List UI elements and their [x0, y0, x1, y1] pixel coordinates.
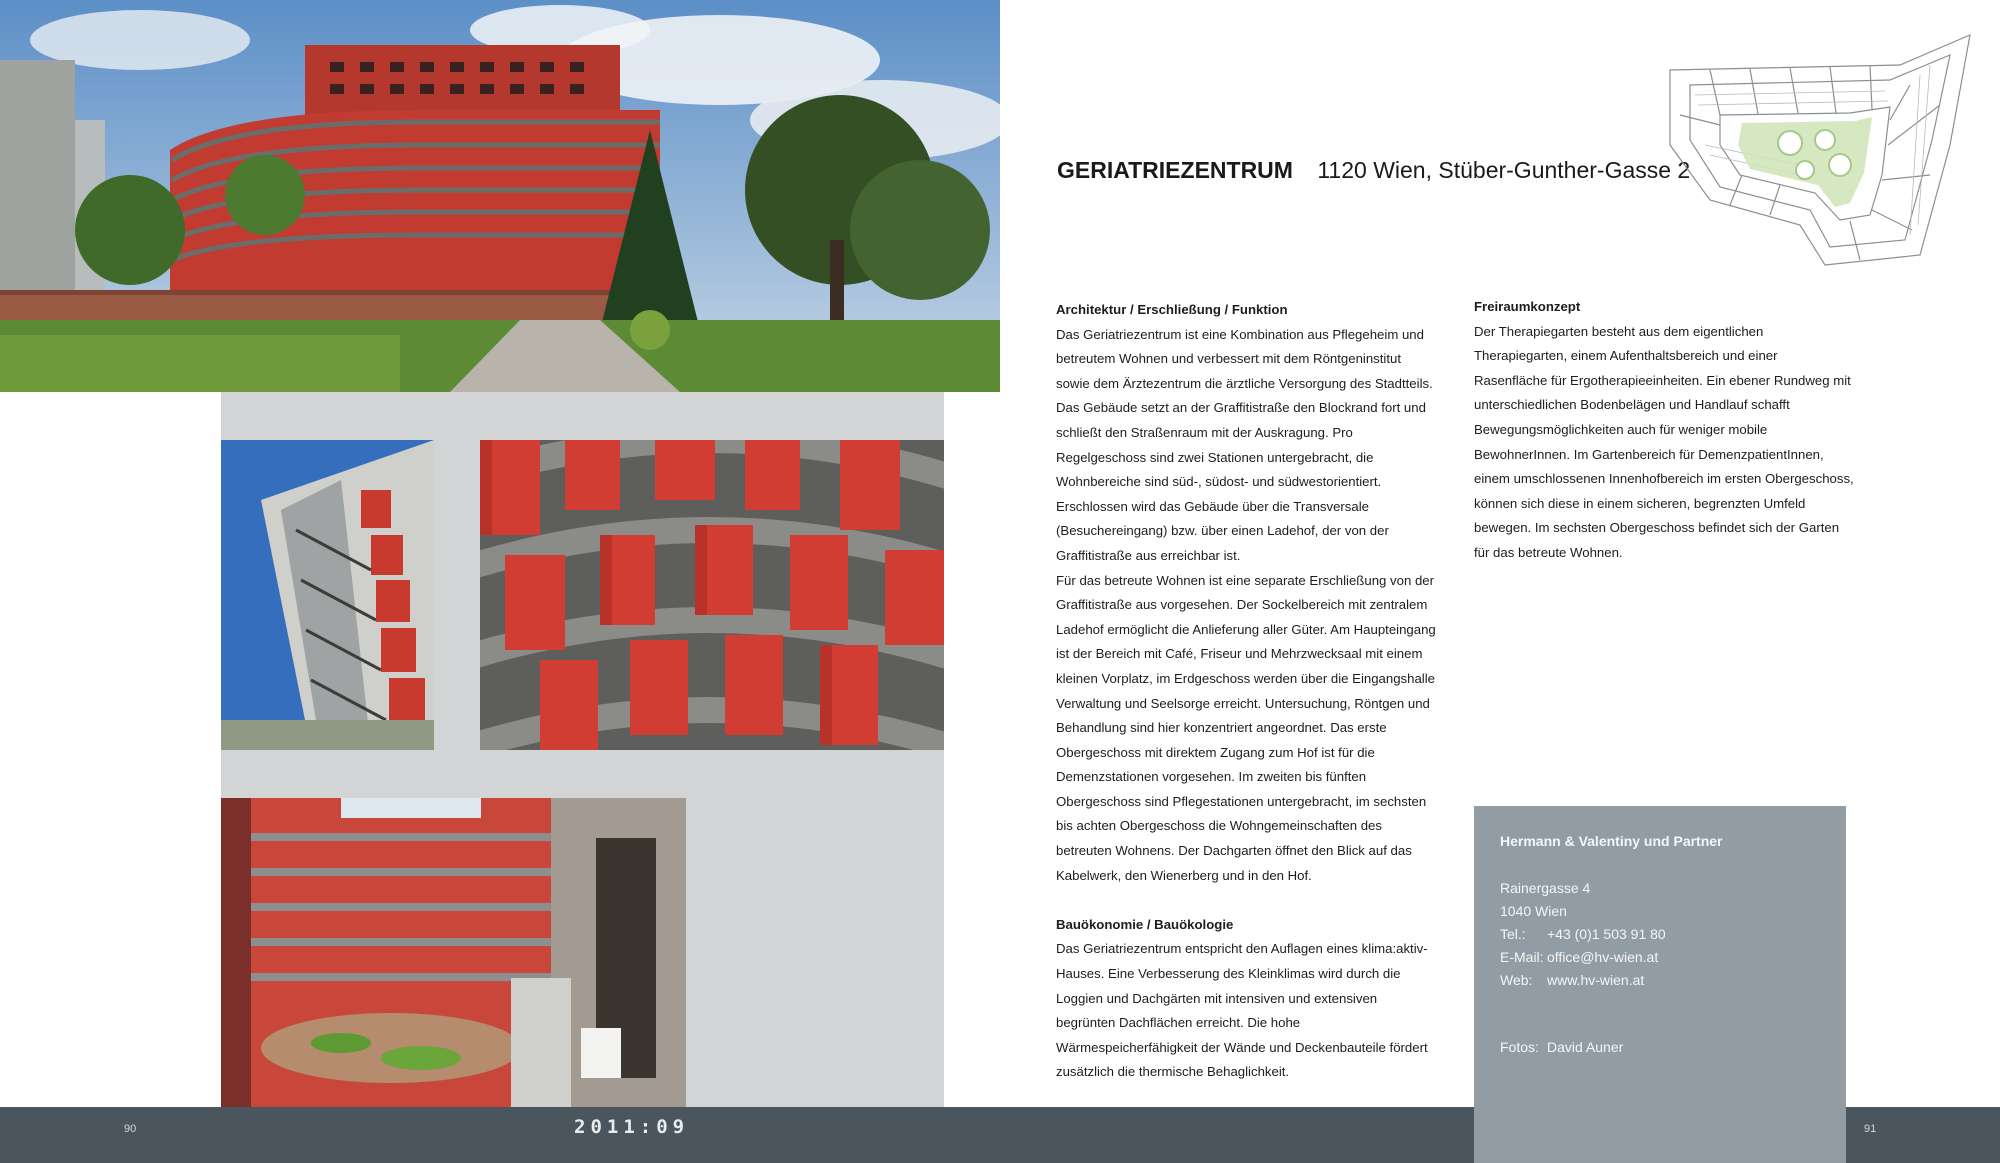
section-heading-bauoekonomie: Bauökonomie / Bauökologie — [1056, 916, 1234, 932]
contact-details — [1500, 877, 1666, 992]
page-heading — [1057, 157, 1690, 184]
contact-street: Rainergasse 4 — [1500, 880, 1591, 896]
contact-web-row — [1500, 969, 1666, 992]
section-body-architektur-continued: Für das betreute Wohnen ist eine separate Erschließung von der Graffitistraße aus vorgesehen. Der Sockelbereich mit zentralem Ladehof ermöglicht die Anlieferung aller Güter. Am Haupteingang ist der Bereich mit Café, Friseur und Mehrzwecksaal mit einem kleinen Vorplatz, im Erdgeschoss werden über die Eingangshalle Verwaltung und Seelsorge erreicht. Untersuchung, Röntgen und Behandlung sind hier konzentriert angeordnet. Das erste Obergeschoss mit direktem Zugang zum Hof ist für die Demenzstationen vorgesehen. Im zweiten bis fünften Obergeschoss sind Pflegestationen untergebracht, im sechsten bis achten Obergeschoss die Wohngemeinschaften des betreuten Wohnens. Der Dachgarten öffnet den Blick auf das Kabelwerk, den Wienerberg und in den Hof. — [1056, 572, 1436, 883]
photo-staircase-facade — [221, 440, 434, 750]
page-number-right: 91 — [1864, 1123, 1877, 1135]
tel-label: Tel.: — [1500, 926, 1526, 942]
text-column-right — [1474, 295, 1854, 566]
tel-value: +43 (0)1 503 91 80 — [1547, 926, 1666, 942]
photo-inner-courtyard — [221, 798, 686, 1107]
page-number-left: 90 — [124, 1123, 137, 1135]
photo-red-sliding-panels — [480, 440, 944, 750]
architect-firm-name: Hermann & Valentiny und Partner — [1500, 833, 1723, 849]
floor-plan-drawing — [1650, 25, 1975, 275]
contact-city: 1040 Wien — [1500, 903, 1567, 919]
issue-number: 2011:09 — [574, 1116, 690, 1138]
contact-email-row — [1500, 946, 1666, 969]
hero-photo-building-exterior — [0, 0, 1000, 392]
contact-box — [1474, 806, 1846, 1163]
project-address: 1120 Wien, Stüber-Gunther-Gasse 2 — [1317, 157, 1691, 183]
email-value: office@hv-wien.at — [1547, 949, 1659, 965]
section-body-architektur: Das Geriatriezentrum ist eine Kombination aus Pflegeheim und betreutem Wohnen und verbessert mit dem Röntgeninstitut sowie dem Ärztezentrum die ärztliche Versorgung des Stadtteils. Das Gebäude setzt an der Graffitistraße den Blockrand fort und schließt den Straßenraum mit der Auskragung. Pro Regelgeschoss sind zwei Stationen untergebracht, die Wohnbereiche sind süd-, südost- und südwestorientiert. Erschlossen wird das Gebäude über die Transversale (Besuchereingang) bzw. über einen Ladehof, der von der Graffitistraße aus erreichbar ist. — [1056, 326, 1433, 563]
contact-tel-row — [1500, 923, 1666, 946]
web-label: Web: — [1500, 972, 1533, 988]
project-title: GERIATRIEZENTRUM — [1057, 157, 1293, 183]
photos-label: Fotos: — [1500, 1039, 1539, 1055]
photographer-name: David Auner — [1547, 1039, 1624, 1055]
web-value: www.hv-wien.at — [1547, 972, 1645, 988]
email-label: E-Mail: — [1500, 949, 1544, 965]
section-heading-freiraumkonzept: Freiraumkonzept — [1474, 299, 1581, 314]
section-heading-architektur: Architektur / Erschließung / Funktion — [1056, 302, 1288, 317]
photo-credit — [1500, 1039, 1623, 1055]
text-column-left — [1056, 298, 1436, 1085]
section-body-bauoekonomie: Das Geriatriezentrum entspricht den Auflagen eines klima:aktiv-Hauses. Eine Verbesserung des Kleinklimas wird durch die Loggien und Dachgärten mit intensiven und extensiven begrünten Dachflächen erreicht. Die hohe Wärmespeicherfähigkeit der Wände und Deckenbauteile fördert zusätzlich die thermische Behaglichkeit. — [1056, 941, 1428, 1080]
section-body-freiraumkonzept: Der Therapiegarten besteht aus dem eigentlichen Therapiegarten, einem Aufenthaltsbereich und einer Rasenfläche für Ergotherapieeinheiten. Ein ebener Rundweg mit unterschiedlichen Bodenbelägen und Handlauf schafft Bewegungsmöglichkeiten auch für weniger mobile BewohnerInnen. Im Gartenbereich für DemenzpatientInnen, einem umschlossenen Innenhofbereich im ersten Obergeschoss, können sich diese in einem sicheren, begrenzten Umfeld bewegen. Im sechsten Obergeschoss befindet sich der Garten für das betreute Wohnen. — [1474, 323, 1854, 560]
